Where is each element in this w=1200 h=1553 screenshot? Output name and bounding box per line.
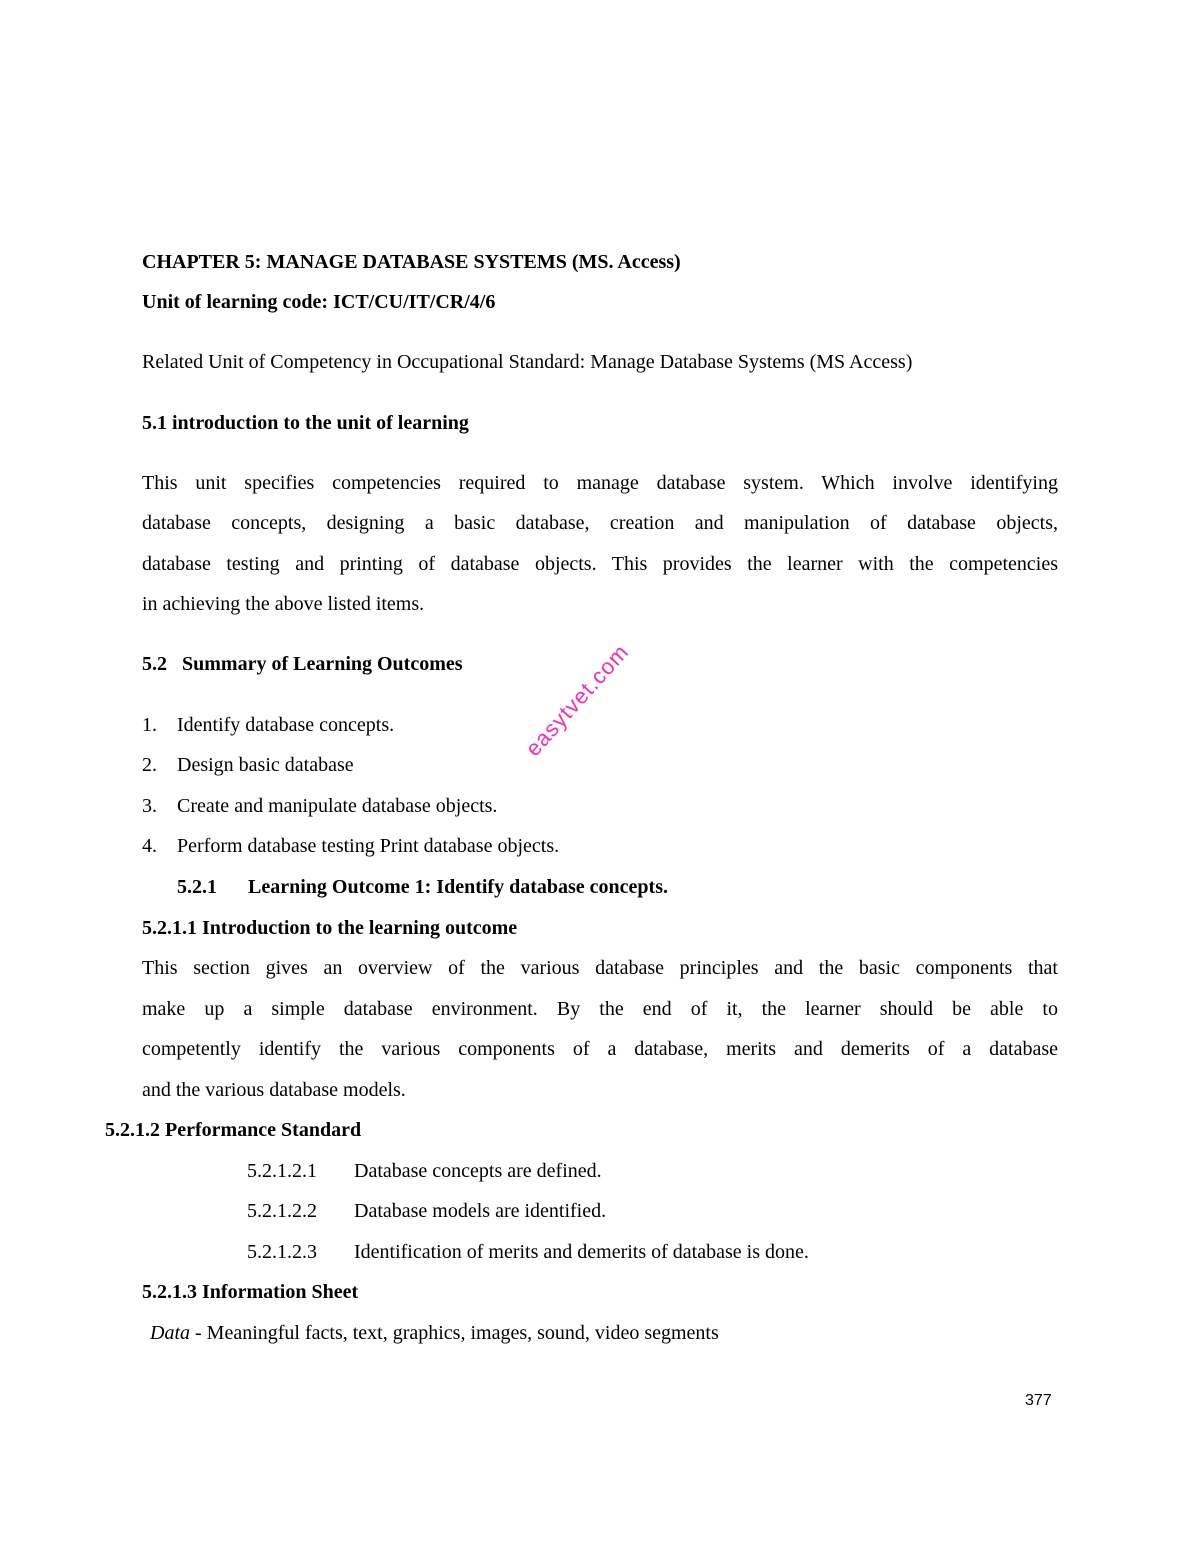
section-5-2-1-title: Learning Outcome 1: Identify database concepts. — [248, 876, 668, 898]
page-number: 377 — [1025, 1392, 1052, 1409]
definition-term: Data — [150, 1322, 190, 1344]
outcome-number: 1. — [142, 714, 157, 736]
related-unit: Related Unit of Competency in Occupational Standard: Manage Database Systems (MS Access) — [142, 351, 913, 373]
section-5-2-1-3-heading: 5.2.1.3 Information Sheet — [142, 1281, 359, 1303]
definition-text: - Meaningful facts, text, graphics, images, sound, video segments — [190, 1322, 719, 1344]
section-5-2-heading: 5.2 Summary of Learning Outcomes — [142, 653, 463, 675]
performance-item-number: 5.2.1.2.1 — [247, 1160, 317, 1182]
section-5-2-1-1-heading: 5.2.1.1 Introduction to the learning outcome — [142, 917, 518, 939]
outcome-text: Design basic database — [177, 754, 354, 776]
definition-line — [150, 1321, 719, 1345]
section-5-2-1-1-paragraph-line: make up a simple database environment. By the end of it, the learner should be able to — [142, 998, 1058, 1020]
section-5-2-1-2-heading: 5.2.1.2 Performance Standard — [105, 1119, 362, 1141]
outcome-text: Identify database concepts. — [177, 714, 395, 736]
section-5-1-paragraph-line: database concepts, designing a basic database, creation and manipulation of database objects, — [142, 512, 1058, 534]
section-5-2-1-number: 5.2.1 — [177, 876, 217, 898]
section-5-1-heading: 5.1 introduction to the unit of learning — [142, 412, 469, 434]
performance-item-number: 5.2.1.2.3 — [247, 1241, 317, 1263]
performance-item-text: Identification of merits and demerits of database is done. — [354, 1241, 809, 1263]
section-5-2-1-1-paragraph-line: competently identify the various components of a database, merits and demerits of a database — [142, 1038, 1058, 1060]
section-5-1-paragraph-line: in achieving the above listed items. — [142, 593, 425, 615]
chapter-title: CHAPTER 5: MANAGE DATABASE SYSTEMS (MS. Access) — [142, 251, 681, 273]
section-5-2-1-1-paragraph-line: This section gives an overview of the various database principles and the basic components that — [142, 957, 1058, 979]
outcome-text: Create and manipulate database objects. — [177, 795, 498, 817]
outcome-number: 4. — [142, 835, 157, 857]
section-5-1-paragraph-line: This unit specifies competencies required to manage database system. Which involve identifying — [142, 472, 1058, 494]
outcome-text: Perform database testing Print database objects. — [177, 835, 560, 857]
unit-code: Unit of learning code: ICT/CU/IT/CR/4/6 — [142, 291, 496, 313]
section-5-1-paragraph-line: database testing and printing of database objects. This provides the learner with the competencies — [142, 553, 1058, 575]
performance-item-text: Database models are identified. — [354, 1200, 607, 1222]
outcome-number: 2. — [142, 754, 157, 776]
watermark-text: easytvet.com — [520, 639, 634, 762]
section-5-2-1-1-paragraph-line: and the various database models. — [142, 1079, 406, 1101]
performance-item-number: 5.2.1.2.2 — [247, 1200, 317, 1222]
outcome-number: 3. — [142, 795, 157, 817]
performance-item-text: Database concepts are defined. — [354, 1160, 602, 1182]
